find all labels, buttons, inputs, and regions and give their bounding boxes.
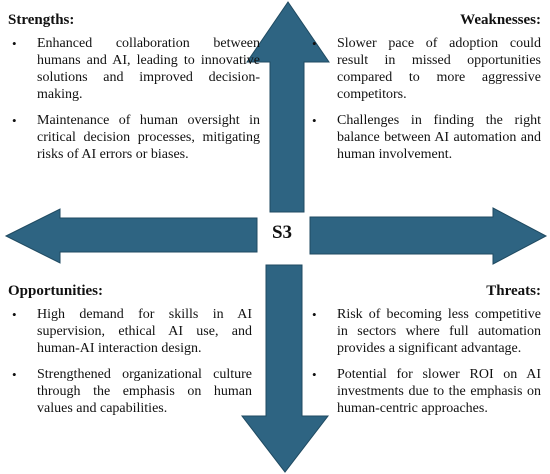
strengths-list xyxy=(8,35,260,163)
strengths-quadrant xyxy=(8,12,260,172)
threats-list xyxy=(308,306,541,417)
bullet-icon: • xyxy=(312,36,317,51)
opportunities-heading: Opportunities: xyxy=(8,283,104,299)
bullet-icon: • xyxy=(12,113,17,128)
threats-heading: Threats: xyxy=(486,283,541,299)
opportunities-quadrant xyxy=(8,283,252,426)
bullet-icon: • xyxy=(312,113,317,128)
opportunities-list xyxy=(8,306,252,417)
arrow-right xyxy=(310,208,546,264)
list-item xyxy=(8,306,252,357)
bullet-icon: • xyxy=(12,307,17,322)
opportunities-item-text: Strengthened organizational culture through the emphasis on human values and capabilities. xyxy=(37,367,252,416)
weaknesses-item-text: Challenges in finding the right balance between AI automation and human involvement. xyxy=(337,113,541,162)
weaknesses-heading: Weaknesses: xyxy=(460,12,541,28)
strengths-heading: Strengths: xyxy=(8,12,75,28)
threats-item-text: Risk of becoming less competitive in sectors where full automation provides a significant advantage. xyxy=(337,307,541,356)
strengths-item-text: Enhanced collaboration between humans and AI, leading to innovative solutions and improved decision-making. xyxy=(37,36,260,102)
list-item xyxy=(308,112,541,163)
weaknesses-quadrant xyxy=(308,12,541,172)
list-item xyxy=(308,306,541,357)
threats-quadrant xyxy=(308,283,541,426)
bullet-icon: • xyxy=(312,307,317,322)
list-item xyxy=(8,112,260,163)
center-label: S3 xyxy=(271,222,293,243)
bullet-icon: • xyxy=(12,367,17,382)
bullet-icon: • xyxy=(312,367,317,382)
arrow-left xyxy=(6,209,257,263)
weaknesses-list xyxy=(308,35,541,163)
list-item xyxy=(8,35,260,103)
bullet-icon: • xyxy=(12,36,17,51)
weaknesses-item-text: Slower pace of adoption could result in missed opportunities compared to more aggressive competitors. xyxy=(337,36,541,102)
list-item xyxy=(308,35,541,103)
threats-item-text: Potential for slower ROI on AI investments due to the emphasis on human-centric approaches. xyxy=(337,367,541,416)
strengths-item-text: Maintenance of human oversight in critical decision processes, mitigating risks of AI errors or biases. xyxy=(37,113,260,162)
list-item xyxy=(8,366,252,417)
opportunities-item-text: High demand for skills in AI supervision, ethical AI use, and human-AI interaction design. xyxy=(37,307,252,356)
list-item xyxy=(308,366,541,417)
